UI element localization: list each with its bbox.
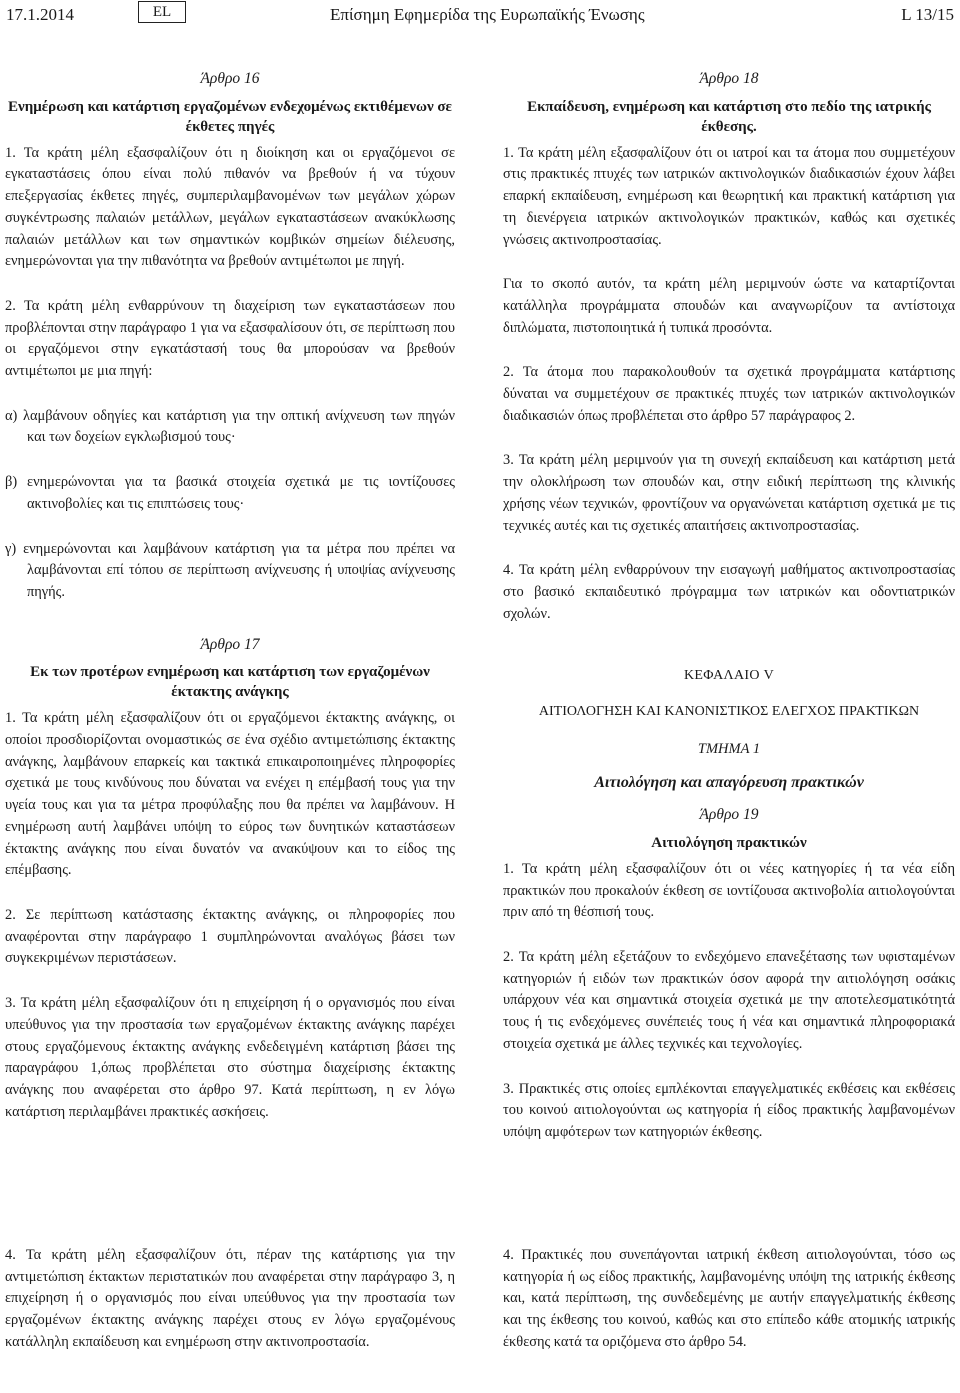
- article-17-paragraph-3: 3. Τα κράτη μέλη εξασφαλίζουν ότι η επιχείρηση ή ο οργανισμός που είναι υπεύθυνος για την προστασία των εργαζομένων έκτακτης ανάγκης παρέχει στους εργαζόμενους έκτακτης ανάγκης ενδεδειγμένη κατάρτιση βάσει της παραγράφου 1,όπως προβλέπεται στο σύστημα διαχείρισης έκτακτης ανάγκης που αναφέρεται στο άρθρο 97. Κατά περίπτωση, η εν λόγω κατάρτιση περιλαμβάνει πρακτικές ασκήσεις.: [5, 995, 455, 1120]
- left-footer-block: [5, 1245, 455, 1377]
- article-19-heading: Άρθρο 19: [699, 806, 759, 824]
- article-18-paragraph-3: 3. Τα κράτη μέλη μεριμνούν για τη συνεχή εκπαίδευση και κατάρτιση μετά την ολοκλήρωση των σπουδών και, στην ειδική περίπτωση της κλινικής χρήσης νέων τεχνικών, φροντίζουν να οργανώνεται κατάρτιση σχετικά με τις τεχνικές αυτές και τις σχετικές απαιτήσεις ακτινοπροστασίας.: [503, 452, 955, 534]
- article-17-paragraph-2: 2. Σε περίπτωση κατάστασης έκτακτης ανάγκης, οι πληροφορίες που αναφέρονται στην παράγραφο 1 συμπληρώνονται αναλόγως βάσει των συγκεκριμένων περιστάσεων.: [5, 906, 455, 967]
- page-header: [0, 0, 960, 34]
- article-19-paragraph-1: 1. Τα κράτη μέλη εξασφαλίζουν ότι οι νέες κατηγορίες ή τα νέα είδη πρακτικών που προκαλούν έκθεση σε ιοντίζουσα ακτινοβολία αιτιολογούνται πριν από τη θέσπισή τους.: [503, 860, 955, 921]
- language-badge: EL: [138, 1, 186, 23]
- article-17-heading: Άρθρο 17: [200, 635, 260, 653]
- article-18-paragraph-4: 4. Τα κράτη μέλη ενθαρρύνουν την εισαγωγή μαθήματος ακτινοπροστασίας στο βασικό εκπαιδευτικό πρόγραμμα των ιατρικών και οδοντιατρικών σχολών.: [503, 562, 955, 622]
- publication-date: 17.1.2014: [6, 5, 74, 24]
- article-19-title: Αιτιολόγηση πρακτικών: [651, 834, 807, 851]
- article-18-heading: Άρθρο 18: [699, 70, 759, 87]
- article-17-title: Εκ των προτέρων ενημέρωση και κατάρτιση των εργαζομένων έκτακτης ανάγκης: [30, 664, 430, 701]
- journal-title: Επίσημη Εφημερίδα της Ευρωπαϊκής Ένωσης: [330, 5, 645, 24]
- article-16-item-c: γ) ενημερώνονται και λαμβάνουν κατάρτιση για τα μέτρα που πρέπει να λαμβάνονται επί τόπου σε περίπτωση ανίχνευσης ή υποψίας ανίχνευσης πηγής.: [5, 540, 455, 600]
- article-19-paragraph-4: 4. Πρακτικές που συνεπάγονται ιατρική έκθεση αιτιολογούνται, τόσο ως κατηγορία ή ως είδος πρακτικής, λαμβανομένης υπόψη της ιατρικής έκθεσης και, κατά περίπτωση, της συνδεδεμένης με αυτήν επαγγελματικής έκθεσης και της έκθεσης του κοινού, καθώς και στο επίπεδο κάθε ατομικής ιατρικής έκθεσης κατά τα οριζόμενα στο άρθρο 54.: [503, 1247, 955, 1350]
- article-16-item-a: α) λαμβάνουν οδηγίες και κατάρτιση για την οπτική ανίχνευση των πηγών και των δοχείων εγκλωβισμού τους·: [5, 407, 455, 446]
- article-19-paragraph-2: 2. Τα κράτη μέλη εξετάζουν το ενδεχόμενο επανεξέτασης των υφισταμένων κατηγοριών ή ειδών των πρακτικών όσον αφορά την αιτιολόγηση οσάκις υπάρχουν νέα και σημαντικά στοιχεία σχετικά με την αποτελεσματικότητά τους ή τις ενδεχόμενες συνέπειές τους ή νέα και σημαντικά πληροφοριακά στοιχεία σχετικά με άλλες τεχνικές και τεχνολογίες.: [503, 948, 955, 1052]
- left-column: [5, 68, 455, 1146]
- article-18-paragraph-1b: Για το σκοπό αυτόν, τα κράτη μέλη μεριμνούν ώστε να καταρτίζονται κατάλληλα προγράμματα σπουδών και αναγνωρίζουν τα αντίστοιχα διπλώματα, πιστοποιητικά ή τυπικά προσόντα.: [503, 276, 955, 336]
- section-title: Αιτιολόγηση και απαγόρευση πρακτικών: [594, 774, 864, 792]
- right-footer-block: [503, 1245, 955, 1377]
- page-number: L 13/15: [901, 5, 954, 24]
- chapter-title: ΑΙΤΙΟΛΟΓΗΣΗ ΚΑΙ ΚΑΝΟΝΙΣΤΙΚΟΣ ΕΛΕΓΧΟΣ ΠΡΑΚΤΙΚΩΝ: [538, 704, 920, 720]
- article-16-heading: Άρθρο 16: [200, 70, 260, 87]
- article-16-paragraph-2: 2. Τα κράτη μέλη ενθαρρύνουν τη διαχείριση των εγκαταστάσεων που προβλέπονται στην παράγραφο 1 για να εξασφαλίσουν ότι, σε περίπτωση που οι εργαζόμενοι στην εγκατάστασή τους θα μπορούσαν να βρεθούν αντιμέτωποι με μια πηγή:: [5, 297, 455, 380]
- article-18-paragraph-1: 1. Τα κράτη μέλη εξασφαλίζουν ότι οι ιατροί και τα άτομα που συμμετέχουν στις πρακτικές πτυχές των ιατρικών ακτινολογικών διαδικασιών έχουν λάβει επαρκή εκπαίδευση, ενημέρωση και θεωρητική και πρακτική κατάρτιση για τη διενέργεια ιατρικών ακτινολογικών πρακτικών, καθώς και σχετικές γνώσεις ακτινοπροστασίας.: [503, 144, 955, 248]
- right-column: [503, 68, 955, 1167]
- article-19-paragraph-3: 3. Πρακτικές στις οποίες εμπλέκονται επαγγελματικές εκθέσεις και εκθέσεις του κοινού αιτιολογούνται ως κατηγορία ή είδος πρακτικής λαμβανομένων υπόψη αμφότερων των κατηγοριών έκθεσης.: [503, 1080, 955, 1140]
- article-18-paragraph-2: 2. Τα άτομα που παρακολουθούν τα σχετικά προγράμματα κατάρτισης δύναται να συμμετέχουν σε πρακτικές πτυχές των ιατρικών ακτινολογικών διαδικασιών όπως προβλέπεται στο άρθρο 57 παράγραφος 2.: [503, 364, 955, 424]
- article-17-paragraph-4: 4. Τα κράτη μέλη εξασφαλίζουν ότι, πέραν της κατάρτισης για την αντιμετώπιση έκτακτων περιστατικών που αναφέρεται στην παράγραφο 3, η επιχείρηση ή ο οργανισμός που είναι υπεύθυνος για την προστασία των εργαζομένων έκτακτης ανάγκης παρέχει στους εν λόγω εργαζομένους κατάλληλη εκπαίδευση και ενημέρωση στην ακτινοπροστασία.: [5, 1247, 455, 1350]
- article-16-title: Ενημέρωση και κατάρτιση εργαζομένων ενδεχομένως εκτιθέμενων σε έκθετες πηγές: [8, 98, 452, 135]
- article-16-paragraph-1: 1. Τα κράτη μέλη εξασφαλίζουν ότι η διοίκηση και οι εργαζόμενοι σε εγκαταστάσεις όπου είναι πολύ πιθανόν να βρεθούν ή να τύχουν επεξεργασίας έκθετες πηγές, συμπεριλαμβανομένων των μεγάλων χώρων συγκέντρωσης παλαιών μετάλλων, μεγάλων εγκαταστάσεων ανακύκλωσης παλαιών μετάλλων και των σημαντικών κομβικών σημείων διέλευσης, ενημερώνονται για την πιθανότητα να βρεθούν αντιμέτωποι με πηγή.: [5, 144, 455, 270]
- chapter-heading: ΚΕΦΑΛΑΙΟ V: [684, 668, 774, 684]
- article-18-title: Εκπαίδευση, ενημέρωση και κατάρτιση στο πεδίο της ιατρικής έκθεσης.: [527, 98, 931, 135]
- section-heading: ΤΜΗΜΑ 1: [697, 740, 761, 757]
- article-17-paragraph-1: 1. Τα κράτη μέλη εξασφαλίζουν ότι οι εργαζόμενοι έκτακτης ανάγκης, οι οποίοι προσδιορίζονται ονομαστικώς σε ένα σχέδιο αντιμετώπισης έκτακτης ανάγκης, λαμβάνουν επαρκείς και τακτικά επικαιροποιημένες πληροφορίες σχετικά με τους κινδύνους που δύναται να ενέχει η επέμβασή τους για την υγεία τους και για τα μέτρα προφύλαξης που θα πρέπει να λαμβάνουν. Η ενημέρωση αυτή λαμβάνει υπόψη το εύρος των δυνητικών καταστάσεων έκτακτης ανάγκης που είναι δυνατόν να ανακύψουν και το είδος της επέμβασης.: [5, 710, 455, 879]
- article-16-item-b: β) ενημερώνονται για τα βασικά στοιχεία σχετικά με τις ιοντίζουσες ακτινοβολίες και τις επιπτώσεις τους·: [5, 474, 455, 512]
